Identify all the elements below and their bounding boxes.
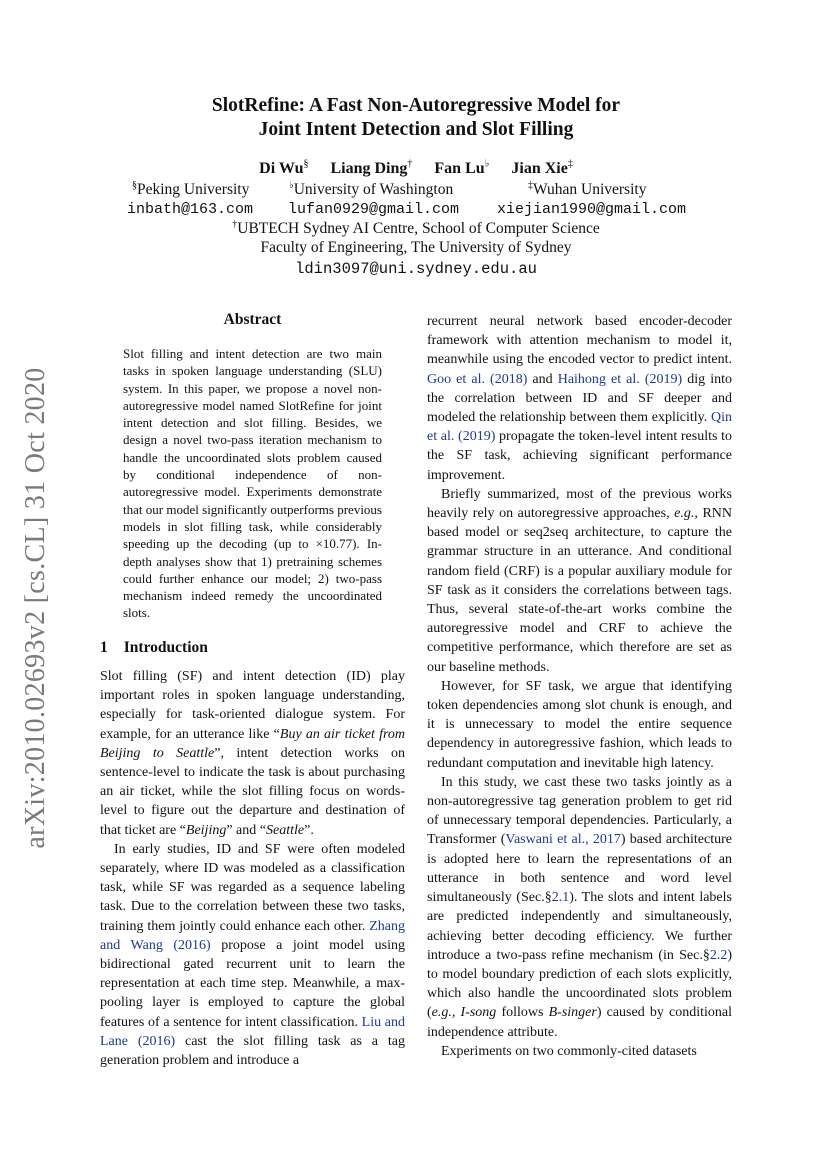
affiliation: §Peking University — [132, 180, 250, 199]
left-column — [100, 667, 405, 1070]
affiliation: ♭University of Washington — [289, 180, 454, 199]
author: Jian Xie‡ — [511, 159, 573, 178]
paragraph: In early studies, ID and SF were often modeled separately, where ID was modeled as a classification task, while SF was regarded as a sequence labeling task. Due to the correlation between these two tasks, training them jointly could enhance each other. Zhang and Wang (2016) propose a joint model using bidirectional gated recurrent unit to learn the representation at each time step. Meanwhile, a max-pooling layer is employed to capture the global features of a sentence for intent classification. Liu and Lane (2016) cast the slot filling task as a tag generation problem and introduce a — [100, 841, 406, 1069]
paragraph: In this study, we cast these two tasks jointly as a non-autoregressive tag generation problem to get rid of unnecessary temporal dependencies. Particularly, a Transformer (Vaswani et al., 2017) based architecture is adopted here to learn the representations of an utterance in both sentence and word level simultaneously (Sec.§2.1). The slots and intent labels are predicted independently and simultaneously, achieving better decoding efficiency. We further introduce a two-pass refine mechanism (in Sec.§2.2) to model boundary prediction of each slots explicitly, which also handle the uncoordinated slots problem (e.g., I-song follows B-singer) caused by conditional independence attribute. — [427, 774, 732, 1040]
section-ref-link[interactable]: 2.2 — [709, 947, 728, 963]
paragraph: Slot filling (SF) and intent detection (ID) play important roles in spoken language understanding, especially for task-oriented dialogue system. For example, for an utterance like “Buy an air ticket from Beijing to Seattle”, intent detection works on sentence-level to indicate the task is about purchasing an air ticket, while the slot filling focus on words-level to figure out the departure and destination of that ticket are “Beijing” and “Seattle”. — [100, 669, 405, 838]
section-heading: 1 Introduction — [100, 639, 208, 656]
paragraph: recurrent neural network based encoder-decoder framework with attention mechanism to model it, meanwhile using the encoded vector to predict intent. Goo et al. (2018) and Haihong et al. (2019) dig into the correlation between ID and SF deeper and modeled the relationship between them explicitly. Qin et al. (2019) propagate the token-level intent results to the SF task, achieving significant performance improvement. — [427, 314, 732, 483]
arxiv-identifier-text: arXiv:2010.02693v2 [cs.CL] 31 Oct 2020 — [20, 367, 51, 849]
paper-title — [100, 94, 732, 142]
author-email: ldin3097@uni.sydney.edu.au — [295, 260, 537, 278]
citation-link[interactable]: Qin et al. (2019) — [427, 410, 732, 445]
citation-link[interactable]: Zhang and Wang (2016) — [100, 918, 405, 953]
author-email: lufan0929@gmail.com — [288, 201, 460, 218]
author: Di Wu§ — [259, 159, 309, 178]
paragraph: However, for SF task, we argue that identifying token dependencies among slot chunk is enough, and it is unnecessary to model the entire sequence dependency in autoregressive fashion, which leads to redundant computation and inevitable high latency. — [427, 678, 732, 771]
abstract-heading: Abstract — [223, 311, 282, 328]
paragraph: Experiments on two commonly-cited datasets — [441, 1043, 697, 1059]
author: Fan Lu♭ — [434, 159, 490, 178]
title-line-2: Joint Intent Detection and Slot Filling — [258, 119, 574, 140]
citation-link[interactable]: Liu and Lane (2016) — [100, 1014, 406, 1049]
affiliation: ‡Wuhan University — [528, 180, 647, 199]
title-line-1: SlotRefine: A Fast Non-Autoregressive Model for — [211, 95, 621, 116]
citation-link[interactable]: Haihong et al. (2019) — [557, 371, 683, 387]
author-email: xiejian1990@gmail.com — [497, 201, 687, 218]
author-list — [100, 159, 732, 178]
author-email: inbath@163.com — [127, 201, 254, 218]
right-column — [427, 312, 732, 1061]
arxiv-identifier — [16, 368, 56, 848]
section-ref-link[interactable]: 2.1 — [551, 890, 570, 906]
citation-link[interactable]: Vaswani et al., 2017 — [505, 832, 621, 848]
paragraph: Briefly summarized, most of the previous works heavily rely on autoregressive approaches, e.g., RNN based model or seq2seq architecture, to capture the grammar structure in an utterance. And conditional random field (CRF) is a popular auxiliary module for SF task as it considers the correlations between tags. Thus, several state-of-the-art works combine the autoregressive model and CRF to achieve the competitive performance, which therefore are set as our baseline methods. — [427, 486, 733, 675]
citation-link[interactable]: Goo et al. (2018) — [427, 371, 528, 387]
affiliation-faculty: Faculty of Engineering, The University of Sydney — [260, 239, 572, 256]
abstract-body: Slot filling and intent detection are two main tasks in spoken language understanding (SLU) system. In this paper, we propose a novel non-autoregressive model named SlotRefine for joint intent detection and slot filling. Besides, we design a novel two-pass iteration mechanism to handle the uncoordinated slots problem caused by conditional independence of non-autoregressive model. Experiments demonstrate that our model significantly outperforms previous models in slot filling task, while considerably speeding up the decoding (up to ×10.77). In-depth analyses show that 1) pretraining schemes could further enhance our model; 2) two-pass mechanism indeed remedy the uncoordinated slots. — [123, 346, 382, 621]
affiliation-ubtech: †UBTECH Sydney AI Centre, School of Computer Science — [232, 219, 600, 238]
author: Liang Ding† — [330, 159, 413, 178]
